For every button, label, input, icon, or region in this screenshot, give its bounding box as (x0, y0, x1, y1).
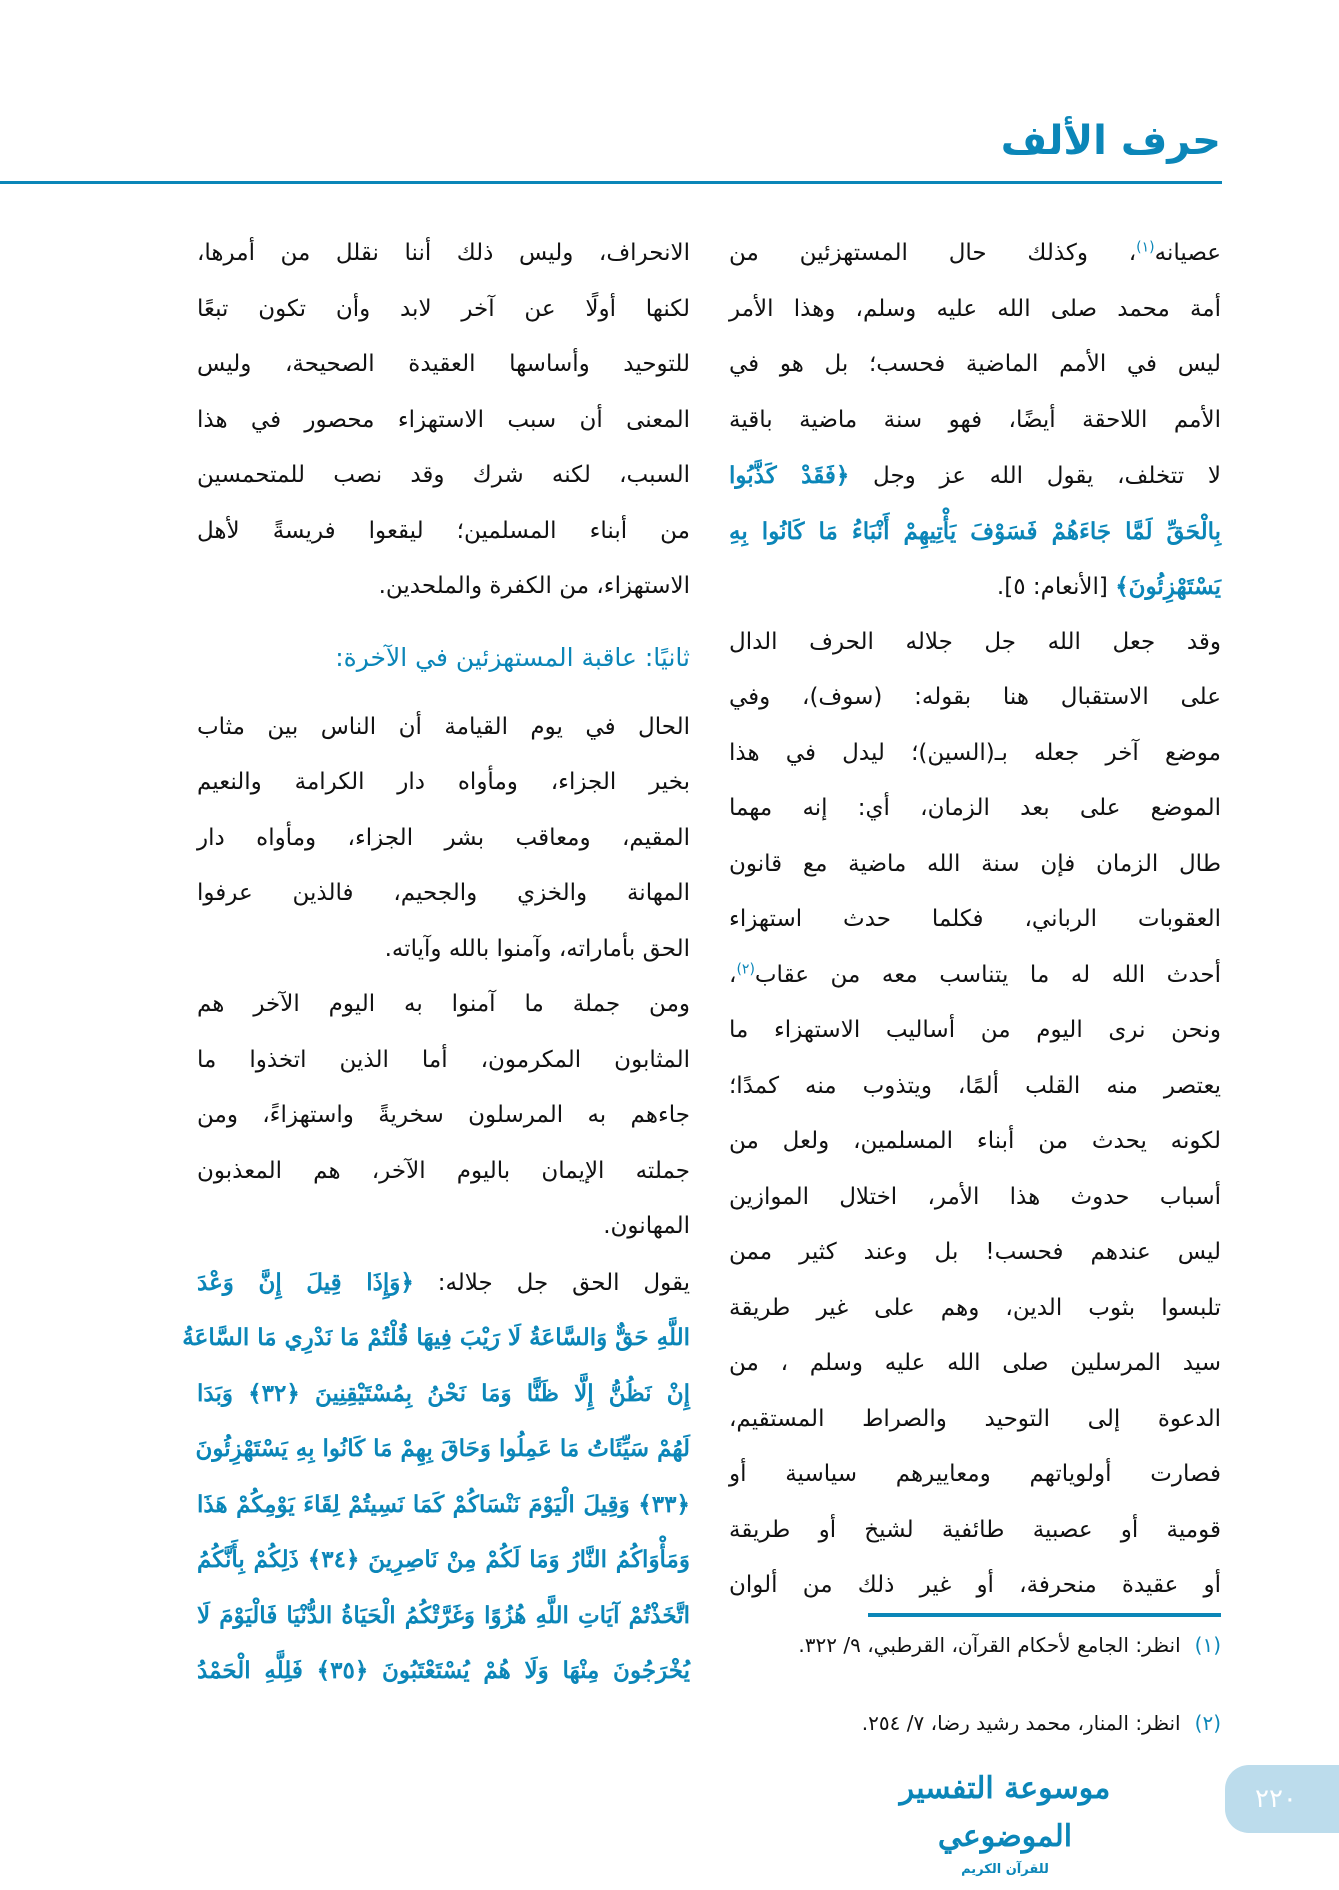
text-line (197, 559, 690, 615)
body-text: المهانون. (603, 1213, 690, 1239)
text-line (197, 1366, 690, 1422)
encyclopedia-logo (890, 1765, 1120, 1877)
text-line (729, 282, 1221, 338)
body-text: الحق بأماراته، وآمنوا بالله وآياته. (384, 935, 690, 962)
body-text: [الأنعام: ٥]. (996, 574, 1116, 600)
body-text: جملته الإيمان باليوم الآخر، هم المعذبون (197, 1157, 690, 1184)
text-line (197, 700, 690, 756)
body-text: وقد جعل الله جل جلاله الحرف الدال (729, 628, 1221, 655)
footnote-2 (729, 1705, 1221, 1741)
footnote-text: انظر: المنار، محمد رشيد رضا، ٧/ ٢٥٤. (861, 1711, 1181, 1735)
body-text: المهانة والخزي والجحيم، فالذين عرفوا (197, 880, 690, 906)
body-text: طال الزمان فإن سنة الله ماضية مع قانون (729, 850, 1221, 877)
body-text: سيد المرسلين صلى الله عليه وسلم ، من (729, 1350, 1221, 1376)
text-line (197, 755, 690, 811)
quran-verse: وَمَأْوَاكُمُ النَّارُ وَمَا لَكُمْ مِنْ نَاصِرِينَ ﴿٣٤﴾ ذَلِكُمْ بِأَنَّكُمُ (197, 1546, 690, 1573)
text-line (729, 615, 1221, 671)
text-line (197, 866, 690, 922)
quran-verse: اتَّخَذْتُمْ آيَاتِ اللَّهِ هُزُوًا وَغَرَّتْكُمُ الْحَيَاةُ الدُّنْيَا فَالْيَوْمَ لَا (197, 1601, 690, 1629)
text-line (729, 1392, 1221, 1448)
text-line (729, 226, 1221, 282)
body-text: لكونه يحدث من أبناء المسلمين، ولعل من (729, 1128, 1221, 1154)
body-text: المثابون المكرمون، أما الذين اتخذوا ما (197, 1046, 690, 1073)
footnote-1 (729, 1627, 1221, 1663)
footnote-divider (868, 1613, 1221, 1617)
quran-verse: يُخْرَجُونَ مِنْهَا وَلَا هُمْ يُسْتَعْتَبُونَ ﴿٣٥﴾ فَلِلَّهِ الْحَمْدُ (197, 1657, 690, 1684)
body-text: بخير الجزاء، ومأواه دار الكرامة والنعيم (197, 769, 690, 795)
quran-verse: إِنْ نَظُنُّ إِلَّا ظَنًّا وَمَا نَحْنُ بِمُسْتَيْقِنِينَ ﴿٣٢﴾ وَبَدَا (197, 1379, 690, 1407)
logo-subtitle: للقرآن الكريم (961, 1862, 1049, 1877)
body-text: موضع آخر جعله بـ(السين)؛ ليدل في هذا (729, 739, 1221, 766)
body-text: ومن جملة ما آمنوا به اليوم الآخر هم (197, 991, 690, 1017)
text-line (729, 1170, 1221, 1226)
text-line (729, 837, 1221, 893)
quran-verse: ﴿فَقَدْ كَذَّبُوا (729, 462, 850, 489)
text-line (729, 781, 1221, 837)
text-line (729, 1281, 1221, 1337)
text-line (729, 1447, 1221, 1503)
body-text: للتوحيد وأساسها العقيدة الصحيحة، وليس (197, 351, 690, 377)
footnote-marker: (٢) (736, 960, 755, 977)
text-line (197, 1643, 690, 1699)
text-line (729, 726, 1221, 782)
header-divider (0, 181, 1222, 184)
text-line (197, 977, 690, 1033)
text-line (197, 1255, 690, 1311)
text-line (729, 504, 1221, 560)
text-line (197, 1477, 690, 1533)
text-line (729, 1225, 1221, 1281)
left-column (182, 226, 690, 1699)
body-text: ، وكذلك حال المستهزئين من (729, 240, 1137, 266)
text-line (197, 226, 690, 282)
quran-verse: يَسْتَهْزِئُونَ﴾ (1115, 573, 1221, 600)
text-line (729, 892, 1221, 948)
body-text: على الاستقبال هنا بقوله: (سوف)، وفي (729, 684, 1221, 710)
text-line (197, 811, 690, 867)
text-line (729, 948, 1221, 1004)
body-text: قومية أو عصبية طائفية لشيخ أو طريقة (729, 1516, 1221, 1543)
text-line (197, 337, 690, 393)
section-title: حرف الألف (1000, 118, 1221, 164)
text-line (197, 1033, 690, 1089)
text-line (197, 1532, 690, 1588)
text-line (729, 448, 1221, 504)
text-line (729, 393, 1221, 449)
logo-title: موسوعة التفسير الموضوعي (899, 1771, 1111, 1854)
body-text: يقول الحق جل جلاله: (413, 1269, 690, 1296)
body-text: تلبسوا بثوب الدين، وهم على غير طريقة (729, 1294, 1221, 1321)
text-line (197, 393, 690, 449)
text-line (729, 1336, 1221, 1392)
body-text: أسباب حدوث هذا الأمر، اختلال الموازين (729, 1183, 1221, 1210)
text-line (729, 1003, 1221, 1059)
footnote-number: (٢) (1194, 1711, 1221, 1735)
page-number: ٢٢٠ (1255, 1784, 1297, 1814)
quran-verse: ﴿وَإِذَا قِيلَ إِنَّ وَعْدَ (197, 1268, 414, 1296)
body-text: العقوبات الرباني، فكلما حدث استهزاء (729, 906, 1221, 932)
quran-verse: بِالْحَقِّ لَمَّا جَاءَهُمْ فَسَوْفَ يَأْتِيهِمْ أَنْبَاءُ مَا كَانُوا بِهِ (729, 517, 1221, 545)
body-text: لا تتخلف، يقول الله عز وجل (849, 463, 1221, 489)
text-line (729, 1114, 1221, 1170)
body-text: ليس عندهم فحسب! بل وعند كثير ممن (729, 1239, 1221, 1265)
text-line (182, 1310, 690, 1366)
body-text: ليس في الأمم الماضية فحسب؛ بل هو في (729, 351, 1221, 377)
body-text: الدعوة إلى التوحيد والصراط المستقيم، (729, 1405, 1221, 1432)
text-line (197, 1588, 690, 1644)
body-text: أمة محمد صلى الله عليه وسلم، وهذا الأمر (729, 295, 1221, 322)
body-text: ونحن نرى اليوم من أساليب الاستهزاء ما (729, 1017, 1221, 1043)
body-text: الأمم اللاحقة أيضًا، فهو سنة ماضية باقية (729, 406, 1221, 433)
text-line (197, 1199, 690, 1255)
body-text: لكنها أولًا عن آخر لابد وأن تكون تبعًا (197, 295, 690, 322)
body-text: جاءهم به المرسلون سخريةً واستهزاءً، ومن (197, 1102, 690, 1128)
quran-verse: لَهُمْ سَيِّئَاتُ مَا عَمِلُوا وَحَاقَ بِهِمْ مَا كَانُوا بِهِ يَسْتَهْزِئُونَ (195, 1435, 690, 1462)
quran-verse: اللَّهِ حَقٌّ وَالسَّاعَةُ لَا رَيْبَ فِيهَا قُلْتُمْ مَا نَدْرِي مَا السَّاعَةُ (182, 1324, 690, 1351)
text-line (729, 559, 1221, 615)
text-line (729, 1503, 1221, 1559)
footnote-text: انظر: الجامع لأحكام القرآن، القرطبي، ٩/ ٣٢٢. (798, 1633, 1181, 1657)
body-text: ، (729, 961, 737, 988)
section-heading-line (197, 615, 690, 700)
quran-verse: ﴿٣٣﴾ وَقِيلَ الْيَوْمَ نَنْسَاكُمْ كَمَا نَسِيتُمْ لِقَاءَ يَوْمِكُمْ هَذَا (197, 1490, 690, 1518)
text-line (197, 448, 690, 504)
body-text: فصارت أولوياتهم ومعاييرهم سياسية أو (729, 1461, 1221, 1487)
text-line (197, 1088, 690, 1144)
body-text: الانحراف، وليس ذلك أننا نقلل من أمرها، (197, 240, 690, 266)
body-text: المقيم، ومعاقب بشر الجزاء، ومأواه دار (197, 824, 690, 851)
body-text: عصيانه (1154, 240, 1221, 266)
text-line (729, 337, 1221, 393)
section-heading: ثانيًا: عاقبة المستهزئين في الآخرة: (335, 642, 690, 672)
body-text: السبب، لكنه شرك وقد نصب للمتحمسين (197, 462, 690, 488)
page-number-badge (1225, 1765, 1339, 1833)
text-line (197, 1144, 690, 1200)
body-text: أحدث الله له ما يتناسب معه من عقاب (754, 961, 1221, 988)
body-text: المعنى أن سبب الاستهزاء محصور في هذا (197, 406, 690, 433)
right-column (729, 226, 1221, 1614)
body-text: يعتصر منه القلب ألمًا، ويتذوب منه كمدًا؛ (729, 1072, 1221, 1099)
text-line (729, 1558, 1221, 1614)
text-line (729, 1059, 1221, 1115)
text-line (197, 1421, 690, 1477)
footnote-marker: (١) (1136, 239, 1155, 256)
text-line (197, 504, 690, 560)
text-line (197, 922, 690, 978)
text-line (197, 282, 690, 338)
text-line (729, 670, 1221, 726)
body-text: الموضع على بعد الزمان، أي: إنه مهما (729, 795, 1221, 821)
footnote-number: (١) (1194, 1633, 1221, 1657)
body-text: الحال في يوم القيامة أن الناس بين مثاب (197, 713, 690, 740)
body-text: الاستهزاء، من الكفرة والملحدين. (378, 573, 690, 599)
body-text: من أبناء المسلمين؛ ليقعوا فريسةً لأهل (197, 517, 690, 544)
body-text: أو عقيدة منحرفة، أو غير ذلك من ألوان (729, 1572, 1221, 1598)
